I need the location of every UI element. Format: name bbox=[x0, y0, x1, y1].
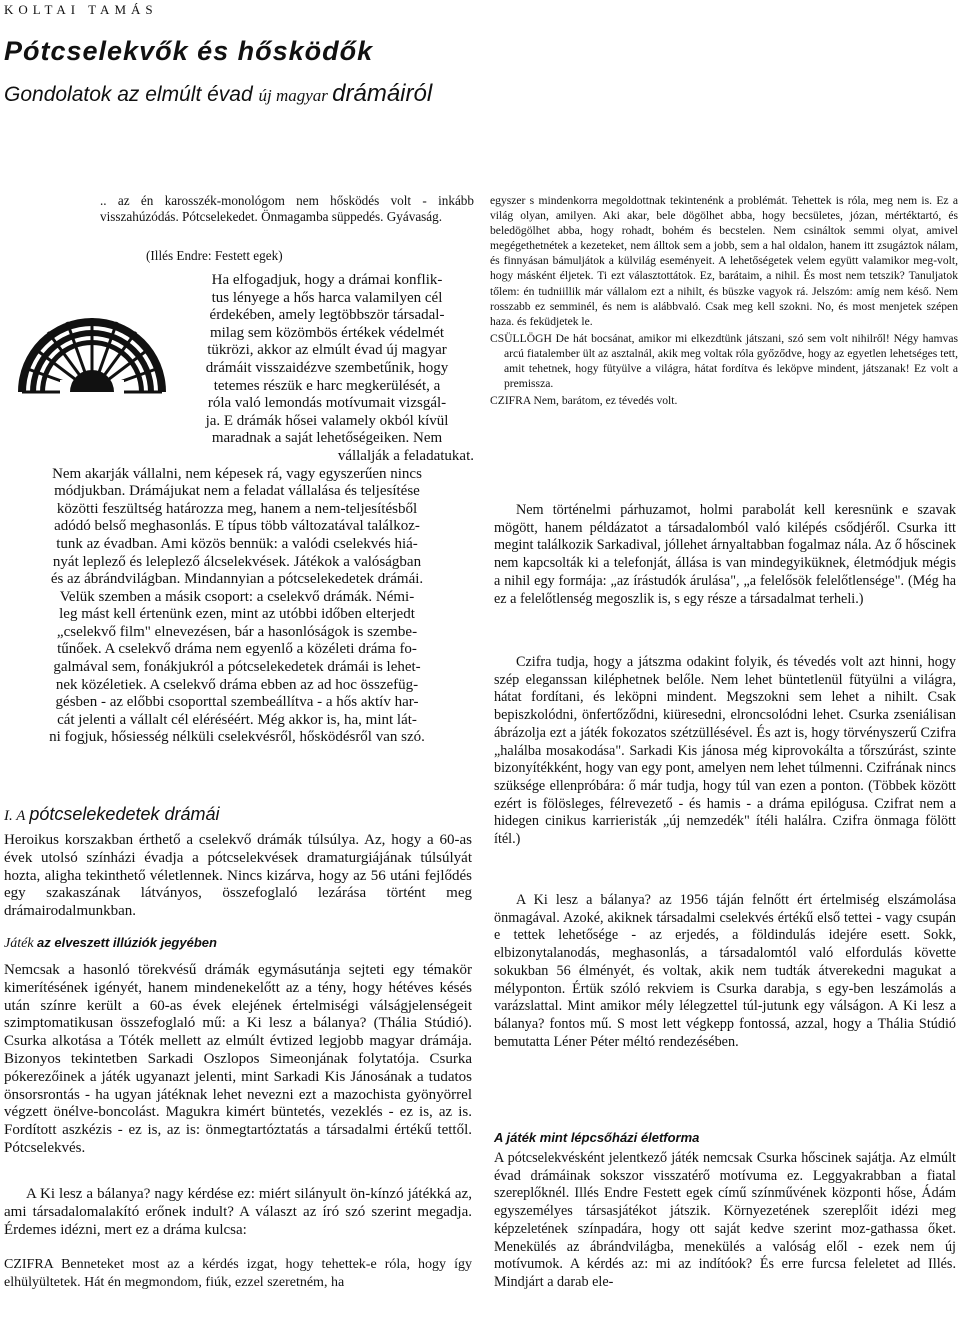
text-line: tűnőek. A cselekvő dráma nem egyenlő a közéleti dráma fo- bbox=[57, 641, 417, 658]
dialog-text: egyszer s mindenkorra megoldottnak tekintenénk a problémát. Tehettek is róla, meg nem is. Ez a világ olyan, amilyen. Aki akar, bele dögölhet abba, hogy becsületes, józan, mértéktartó, és beledögölhet abba, hogy rohadt, bohém és becstelen. Nem csináltok semmi olyat, amivel megégethetnétek a kezeteket, nem álltok sem a jobb, sem a hal oldalon, hanem itt zsugáztok nálam, és finnyásan bámuljátok a külvilág eseményeit. A lehetőségetek velem együtt valamikor meg-volt, hogy másként éljetek. Ti ezt választottátok. Ez, barátaim, a nihil. És most nem tetszik? Tanuljatok tőlem: én tudniillik már vállalom ezt a nihilt, és büszke vagyok rá. Jelszóm: amíg nem késő. Nem rosszabb ez semminél, és nem is alábbvaló. Csak meg kell szokni. No, és most menjetek szépen haza. és feküdjetek le. bbox=[490, 194, 958, 328]
section-heading bbox=[4, 804, 220, 825]
subheading-part: Játék bbox=[4, 936, 38, 951]
dialog-text: CSÜLLÖGH De hát bocsánat, amikor mi elkezdtünk játszani, szó sem volt nihilről! Négy hamvas arcú fiatalember ült az asztalnál, akik meg voltak róla győződve, hogy az egyetlen lehetséges tett, amit tehetnek, hogy fütyülve a világra, hátat fordítva és leköpve mindent, játszanak! Ez volt a premissza. bbox=[490, 331, 958, 391]
text-line: közötti feszültség határozza meg, hanem a nem-teljesítésből bbox=[56, 500, 418, 517]
text-line: „cselekvő film" elnevezésen, bár a hasonlóságok is szembe- bbox=[56, 623, 418, 640]
subheading bbox=[4, 934, 217, 952]
text-line: nyát leplező és leleplező álcselekvések. Játékok a valóságban bbox=[52, 553, 422, 570]
text-line: drámáit visszaidézve szembetűnik, hogy bbox=[205, 359, 449, 376]
text-line: Ha elfogadjuk, hogy a drámai konflik- bbox=[211, 272, 443, 288]
author-name: KOLTAI TAMÁS bbox=[4, 2, 158, 17]
subtitle-part: új magyar bbox=[258, 86, 333, 105]
text-line: leg mást kell értenünk ezen, mint az utóbbi időben elterjedt bbox=[59, 606, 415, 623]
text-line: gésben - az előbbi csoporttal szembeállítva - a hős aktív har- bbox=[55, 694, 419, 711]
article-title: Pótcselekvők és hősködők bbox=[4, 36, 374, 66]
subheading: A játék mint lépcsőházi életforma bbox=[494, 1130, 700, 1145]
text-line: módjukban. Drámájukat nem a feladat vállalása és teljesítése bbox=[54, 483, 420, 500]
text-line: tetemes részük e harc megkerülését, a bbox=[213, 377, 441, 394]
text-line: tus lényege a hős harca valamilyen cél bbox=[211, 289, 443, 306]
text-line: adódó belső meghasonlás. E típus több változatával találkoz- bbox=[54, 518, 420, 535]
body-paragraph: A Ki lesz a bálanya? az 1956 táján felnőtt ért értelmiség elszámolása önmagával. Azoké, akiknek társadalmi cselekvés értékű első tettei - vagy csupán e tettek lehetősége - az erjedés, a földindulás idejére esett. Sokk, elbizonytalanodás, meghasonlás, a társadalomtól való elfordulás követte sokukban 56 élményét, és voltak, akik nem tudták átverekedni magukat a mélyponton. Értük szóló rekviem is Csurka darabja, s egy-ben leszámolás a varázslattal. Mint amikor mély lélegzettel túl-jutunk egy válságon. A Ki lesz a bálanya? fontos mű. S most lett végkepp fontossá, azzal, hogy a Thália Stúdió bemutatta Léner Péter méltó rendezésében. bbox=[494, 892, 956, 1050]
text-line: cát jelenti a vállalt cél eléréséért. Még akkor is, ha, mint lát- bbox=[57, 711, 417, 728]
text-line: vállalják a feladatukat. bbox=[337, 447, 474, 464]
body-paragraph: Czifra tudja, hogy a játszma odakint folyik, és tévedés volt azt hinni, hogy szép eleganssan kiléphetnek belőle. Nem lehet büntetlenül fütyülni a világra, hátat fordítani, és leköpni mindent. Megszokni sem lehet a nihilt. Csak bepiszkolódni, önfertőződni, kiüresedni, elroncsolódni lehet. Csurka zseniálisan ábrázolja ezt a játék fokozatos szétzüllésével. És azt is, hogy törvényszerű Czifra „halálba mosakodása". Sarkadi Kis jánosa még kiprovokálta a tőrszúrást, szinte bizonyítékként, hogy van egy pont, amelyen nem lehet túlmenni. Czifrának nincs szüksége ellenpróbára: ő már tudja, hogy túl van ezen a ponton. (Többek között ezért is fölösleges, félrevezető - és hamis - a dráma epilógusa. Czifrat nem a hidegen cinikus karrieristák „új nemzedék" ítéli halálra. Czifra önmaga fölött ítél.) bbox=[494, 654, 956, 848]
subtitle-part: Gondolatok az elmúlt évad bbox=[4, 83, 259, 106]
dialog-block bbox=[490, 193, 958, 408]
text-line: ja. E drámák hősei valamely okból kívül bbox=[205, 412, 449, 429]
text-line: Velük szemben a másik csoport: a cselekvő drámák. Némi- bbox=[59, 588, 415, 605]
section-number: I. A bbox=[4, 808, 26, 824]
epigraph-text bbox=[100, 193, 474, 226]
text-line: és az ábrándvilágban. Mindannyian a pótcselekedetek drámái. bbox=[50, 571, 424, 588]
text-line: milag sem közömbös értékek védelmét bbox=[209, 324, 445, 341]
subheading-part: az elveszett illúziók jegyében bbox=[37, 935, 217, 950]
epigraph-source: (Illés Endre: Festett egek) bbox=[146, 248, 283, 263]
body-paragraph: A pótcselekvésként jelentkező játék nemcsak Csurka hőscinek sajátja. Az elmúlt évad drámáinak sokszor visszatérő motívuma ez. Leggyakrabban a fiatal szereplőknél. Illés Endre Festett egek című színművének központi hőse, Ádám egyszemélyes társasjátékot játszik. Környezetének szereplőit idézi meg képzeletének színpadára, hogy ott saját kedve szerint moz-gathassa őket. Menekülés az ábrándvilágba, menekülés a valóság elől - ezek nem új motívumok. A kérdés az: mi az indítóok? És erre furcsa feleletet ad Illés. Mindjárt a darab ele- bbox=[494, 1150, 956, 1290]
text-line: galmával sem, fonákjukról a pótcselekedetek drámái is lehet- bbox=[53, 659, 421, 676]
article-subtitle bbox=[4, 80, 432, 108]
section-paragraph: Nemcsak a hasonló törekvésű drámák egymásutánja sejteti egy témakör kimerítésének igényét, hanem mindenekelőtt az a tény, hogy hétéves késés után színre került a 60-as évek elejének értelmiségi válságjelenségeit szimptomatikusan összefoglaló mű: a Ki lesz a bálanya? (Thália Stúdió). Csurka alkotása a Tóték mellett az elmúlt évtized legjobb magyar drámája. Bizonyos tekintetben Sarkadi Oszlopos Simeonjának folytatója. Csurka pókerezőinek a játék ugyanazt jelenti, mint Sarkadi Kis Jánosának a tudatos önsorsrontás - ha ugyan játéknak lehet nevezni ezt a mazochista gyönyörrel végzett önélve-boncolást. Magukra kimért büntetés, vezeklés - ez is, az is. Fordított aszkézis - ez is, az is: önmegtartóztatás a társadalmi értékű tettől. Pótcselekvés. bbox=[4, 962, 472, 1156]
body-paragraph: Nem történelmi párhuzamot, holmi parabolát kell keresnünk e szavak mögött, hanem példázatot a társadalomból való kilépés csődjéről. Csurka itt megint találkozik Sarkadival, jóllehet árnyaltabban fogalmaz nála. Az ő hőscinek nem kapcsolták ki a telefonját, állása is van mindegyiküknek, életmódjuk mégis a nihil egy formája: „az írástudók árulása", „a felelősök felelőtlensége". (Még ha ez a felelőtlenség megoszlik is, s egy része a társadalmat terheli.) bbox=[494, 502, 956, 607]
section-title: pótcselekedetek drámái bbox=[29, 804, 220, 824]
intro-text bbox=[0, 272, 474, 747]
subtitle-part: drámáiról bbox=[332, 80, 433, 107]
text-line: tükrözi, akkor az elmúlt évad új magyar bbox=[207, 342, 447, 359]
text-line: róla való lemondás motívumait vizsgál- bbox=[207, 395, 447, 412]
dialog-quote: CZIFRA Benneteket most az a kérdés izgat, hogy tehettek-e róla, hogy így elhülyültetek. Hát én megmondom, fiúk, ezzel szeretném, ha bbox=[4, 1257, 472, 1290]
section-paragraph: Heroikus korszakban érthető a cselekvő drámák túlsúlya. Az, hogy a 60-as évek utolsó színházi évadja a pótcselekvések dramaturgiájának túlsúlyát hozta, aligha tekinthető véletlennek. Nincs kizárva, hogy az 56 utáni fejlődés egy szakaszának látványos, összefoglaló lezárása történt meg drámairodalmunkban. bbox=[4, 832, 472, 920]
text-line: nek közéletiek. A cselekvő dráma ebben az ad hoc összefüg- bbox=[55, 676, 419, 693]
epigraph-quote: .. az én karosszék-monológom nem hősködés volt - inkább visszahúzódás. Pótcselekedet. Önmagamba süppedés. Gyávaság. bbox=[100, 193, 474, 225]
text-line: Nem akarják vállalni, nem képesek rá, vagy egyszerűen nincs bbox=[52, 465, 422, 482]
text-line: tunk az évadban. Ami közös bennük: a valódi cselekvés hiá- bbox=[56, 535, 418, 552]
text-line: maradnak a saját lehetőségeiken. Nem bbox=[211, 430, 443, 447]
dialog-text: CZIFRA Nem, barátom, ez tévedés volt. bbox=[490, 394, 678, 408]
section-paragraph: A Ki lesz a bálanya? nagy kérdése ez: miért silányult ön-kínzó játékká az, ami társadalomalakító erőnek indult? A választ az író szó szerint megadja. Érdemes idézni, mert ez a dráma kulcsa: bbox=[4, 1186, 472, 1238]
text-line: ni fogjuk, hősiesség nélküli cselekvésről, hősködésről van szó. bbox=[49, 729, 425, 746]
text-line: érdekében, amely legtöbbször társadal- bbox=[209, 307, 445, 324]
